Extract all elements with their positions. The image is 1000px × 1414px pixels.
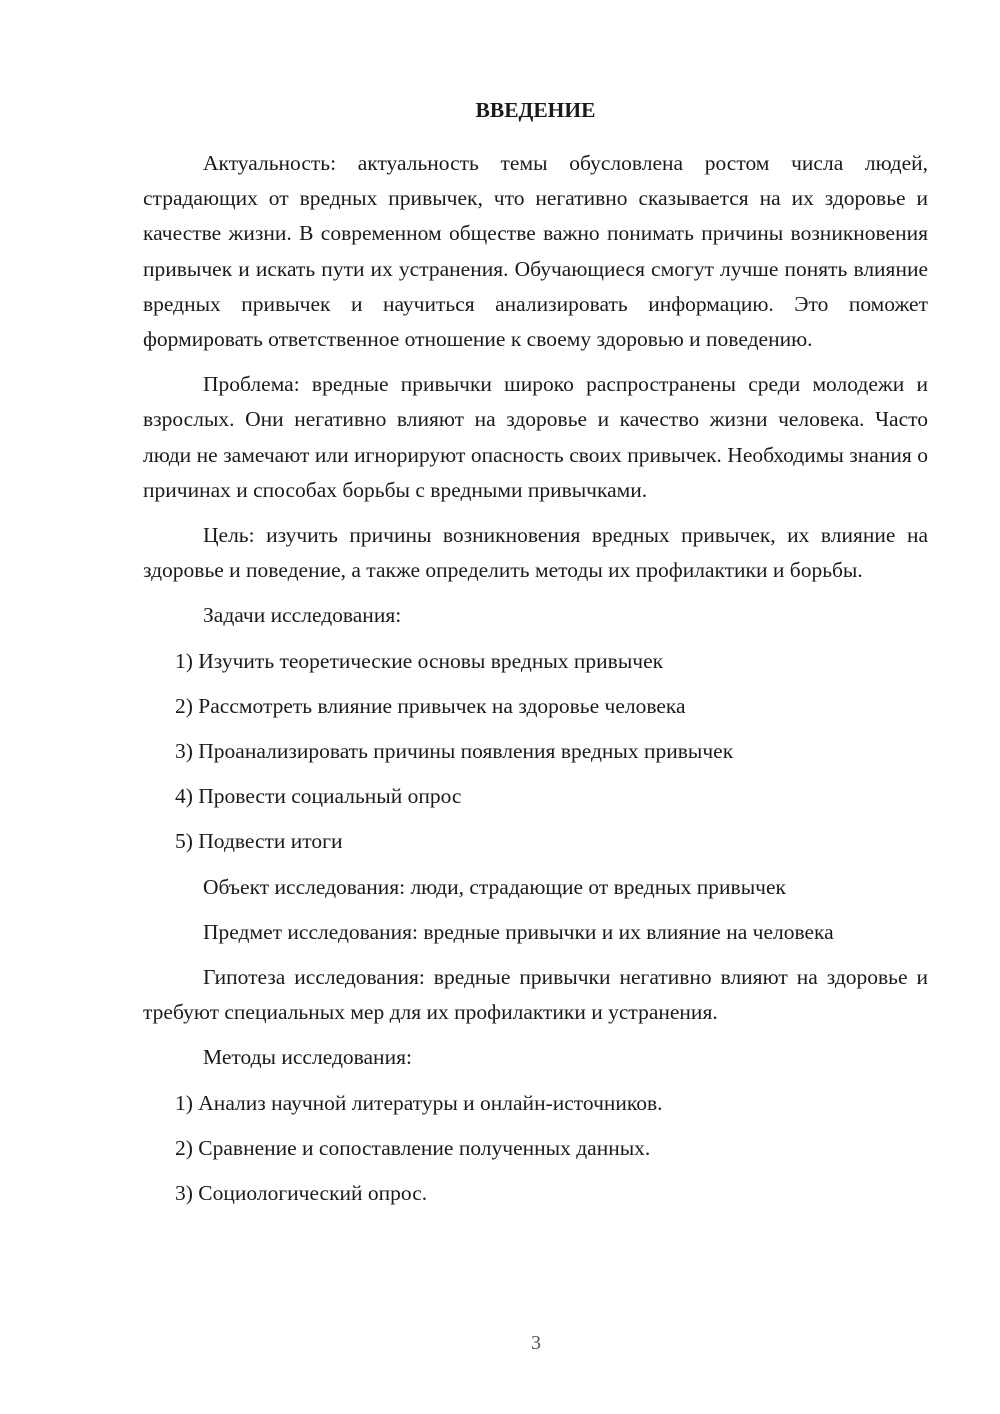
task-item: 5) Подвести итоги bbox=[175, 829, 343, 854]
task-item: 2) Рассмотреть влияние привычек на здоровье человека bbox=[175, 693, 686, 718]
task-item: 1) Изучить теоретические основы вредных привычек bbox=[175, 648, 664, 673]
method-item: 1) Анализ научной литературы и онлайн-источников. bbox=[175, 1090, 663, 1115]
research-object: Объект исследования: люди, страдающие от вредных привычек bbox=[203, 874, 786, 899]
research-subject: Предмет исследования: вредные привычки и их влияние на человека bbox=[203, 919, 834, 944]
methods-heading: Методы исследования: bbox=[203, 1045, 412, 1070]
method-item: 2) Сравнение и сопоставление полученных данных. bbox=[175, 1135, 651, 1160]
problem-paragraph: Проблема: вредные привычки широко распространены среди молодежи и взрослых. Они негативно влияют на здоровье и качество жизни человека. Часто люди не замечают или игнорируют опасность своих привычек. Необходимы знания о причинах и способах борьбы с вредными привычками. bbox=[143, 372, 928, 502]
task-item: 3) Проанализировать причины появления вредных привычек bbox=[175, 739, 734, 764]
relevance-paragraph: Актуальность: актуальность темы обусловлена ростом числа людей, страдающих от вредных привычек, что негативно сказывается на их здоровье и качестве жизни. В современном обществе важно понимать причины возникновения привычек и искать пути их устранения. Обучающиеся смогут лучше понять влияние вредных привычек и научиться анализировать информацию. Это поможет формировать ответственное отношение к своему здоровью и поведению. bbox=[143, 151, 928, 352]
page-number: 3 bbox=[531, 1332, 541, 1354]
method-item: 3) Социологический опрос. bbox=[175, 1181, 428, 1206]
tasks-heading: Задачи исследования: bbox=[203, 603, 402, 628]
page-title: ВВЕДЕНИЕ bbox=[475, 98, 596, 122]
document-page bbox=[143, 93, 928, 1221]
hypothesis-paragraph: Гипотеза исследования: вредные привычки негативно влияют на здоровье и требуют специальных мер для их профилактики и устранения. bbox=[143, 965, 928, 1025]
goal-paragraph: Цель: изучить причины возникновения вредных привычек, их влияние на здоровье и поведение, а также определить методы их профилактики и борьбы. bbox=[143, 523, 928, 583]
task-item: 4) Провести социальный опрос bbox=[175, 784, 462, 809]
